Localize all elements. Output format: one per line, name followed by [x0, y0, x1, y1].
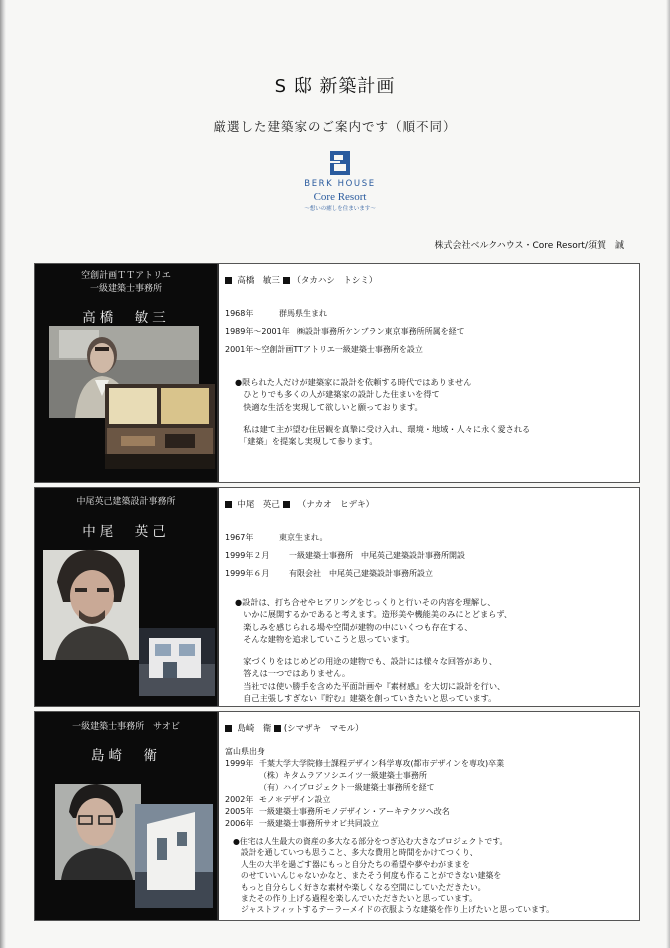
- timeline-row: 2006年 一級建築士事務所サオビ共同設立: [225, 819, 379, 828]
- timeline-row: 2005年 一級建築士事務所モノデザイン・アーキテクツへ改名: [225, 807, 450, 816]
- architect-firm-line-1: 空創計画ＴＴアトリエ: [81, 271, 171, 281]
- timeline-row: 1999年 千葉大学大学院修士課程デザイン科学専攻(都市デザインを専攻)卒業: [225, 759, 505, 768]
- logo-tagline: 〜想いの癒しを住まいます〜: [304, 206, 376, 212]
- scan-edge-right: [666, 0, 670, 948]
- architect-firm-line-2: 一級建築士事務所: [89, 284, 162, 294]
- architect-portrait-photo: [35, 264, 217, 482]
- architect-origin: 富山県出身: [225, 747, 265, 756]
- square-bullet-icon: [225, 725, 232, 732]
- architect-message: ●設計は、打ち合せやヒアリングをじっくりと行いその内容を理解し、 いかに展開するかであると考えます。造形美や機能美のみにとどまらず、 楽しみを感じられる場や空間が建物の中にいくつも存在する、 そんな建物を追求していこうと思っています。 家づくりをはじめどの用途の建物でも、設計には様々な回答があり、 答えは一つではありません。 当社では使い勝手を含めた平面計画や『素材感』を大切に設計を行い、 自己主張しすぎない『貯む』建築を創っていきたいと思っています。: [235, 597, 513, 704]
- timeline-row: 1989年～2001年 ㈱設計事務所ケンブラン東京事務所所属を経て: [225, 327, 465, 336]
- scan-edge-left: [0, 0, 6, 948]
- architect-header-name: 島崎 衛: [237, 724, 272, 734]
- square-bullet-icon: [283, 501, 290, 508]
- square-bullet-icon: [225, 501, 232, 508]
- architect-name: 島崎 衛: [91, 748, 161, 764]
- architect-message: ●住宅は人生最大の資産の多大なる部分をつぎ込む大きなプロジェクトです。 設計を通していつも思うこと、多大な費用と時間をかけてつくり、 人生の大半を過ごす器にもっと自分たちの希望や夢やわがままを のせていいんじゃないかなと、またそう何度も作ることができない建築を もっと自分らしく好きな素材や楽しくなる空間にしていただきたい。 またその作り上げる過程を楽しんでいただきたいと思っています。 ジャストフィットするテーラーメイドの衣服ような建築を作り上げたいと思っています。: [233, 837, 555, 915]
- berk-house-mark-icon: [329, 150, 351, 176]
- architect-header-name: 高橋 敏三: [237, 276, 280, 286]
- timeline-row: （有）ハイプロジェクト一級建築士事務所を経て: [259, 783, 435, 792]
- berk-house-logo: [290, 150, 390, 212]
- architect-photo-panel: [35, 488, 219, 706]
- architect-name: 高橋 敏三: [82, 310, 170, 326]
- timeline-row: 1967年 東京生まれ。: [225, 533, 328, 542]
- timeline-row: （株）キタムラアソシエイツ一級建築士事務所: [259, 771, 427, 780]
- architect-header-name: 中尾 英己: [237, 500, 280, 510]
- logo-brand: BERK HOUSE: [304, 179, 376, 189]
- architect-header-reading: （ナカオ ヒデキ）: [297, 500, 375, 510]
- company-name: 株式会社ベルクハウス・Core Resort/須賀 誠: [434, 241, 624, 251]
- architect-message: ●限られた人だけが建築家に設計を依頼する時代ではありません ひとりでも多くの人が建築家の設計した住まいを得て 快適な生活を実現して欲しいと願っております。 私は建て主が望む住居観を真摯に受け入れ、環境・地域・人々に永く愛される 「建築」を提案し実現して参ります。: [235, 377, 531, 447]
- architect-header-reading: （タカハシ トシミ）: [292, 276, 378, 286]
- timeline-row: 1968年 群馬県生まれ: [225, 309, 327, 318]
- architect-portrait-photo: [35, 712, 217, 920]
- timeline-row: 2001年～空創計画TTアトリエ一級建築士事務所を設立: [225, 345, 423, 354]
- architect-firm-line-1: 一級建築士事務所 サオビ: [72, 722, 180, 732]
- timeline-row: 1999年２月 一級建築士事務所 中尾英己建築設計事務所開設: [225, 551, 465, 560]
- architect-header: [225, 498, 374, 510]
- architect-firm-line-1: 中尾英己建築設計事務所: [76, 497, 176, 507]
- architect-card-2: [34, 487, 640, 707]
- timeline-row: 1999年６月 有限会社 中尾英己建築設計事務所設立: [225, 569, 433, 578]
- architect-card-3: [34, 711, 640, 921]
- logo-sub: Core Resort: [313, 191, 367, 203]
- page-title: S 邸 新築計画: [274, 76, 396, 97]
- timeline-row: 2002年 モノ＊デザイン設立: [225, 795, 331, 804]
- architect-name: 中尾 英己: [82, 524, 170, 540]
- architect-card-1: [34, 263, 640, 483]
- architect-photo-panel: [35, 264, 219, 482]
- architect-portrait-photo: [35, 488, 217, 706]
- page-subtitle: 厳選した建築家のご案内です（順不同）: [213, 119, 457, 134]
- architect-photo-panel: [35, 712, 219, 920]
- square-bullet-icon: [283, 277, 290, 284]
- architect-header: [225, 274, 377, 286]
- square-bullet-icon: [225, 277, 232, 284]
- architect-header-reading: (シマザキ マモル）: [283, 724, 364, 734]
- square-bullet-icon: [274, 725, 281, 732]
- architect-header: [225, 722, 364, 734]
